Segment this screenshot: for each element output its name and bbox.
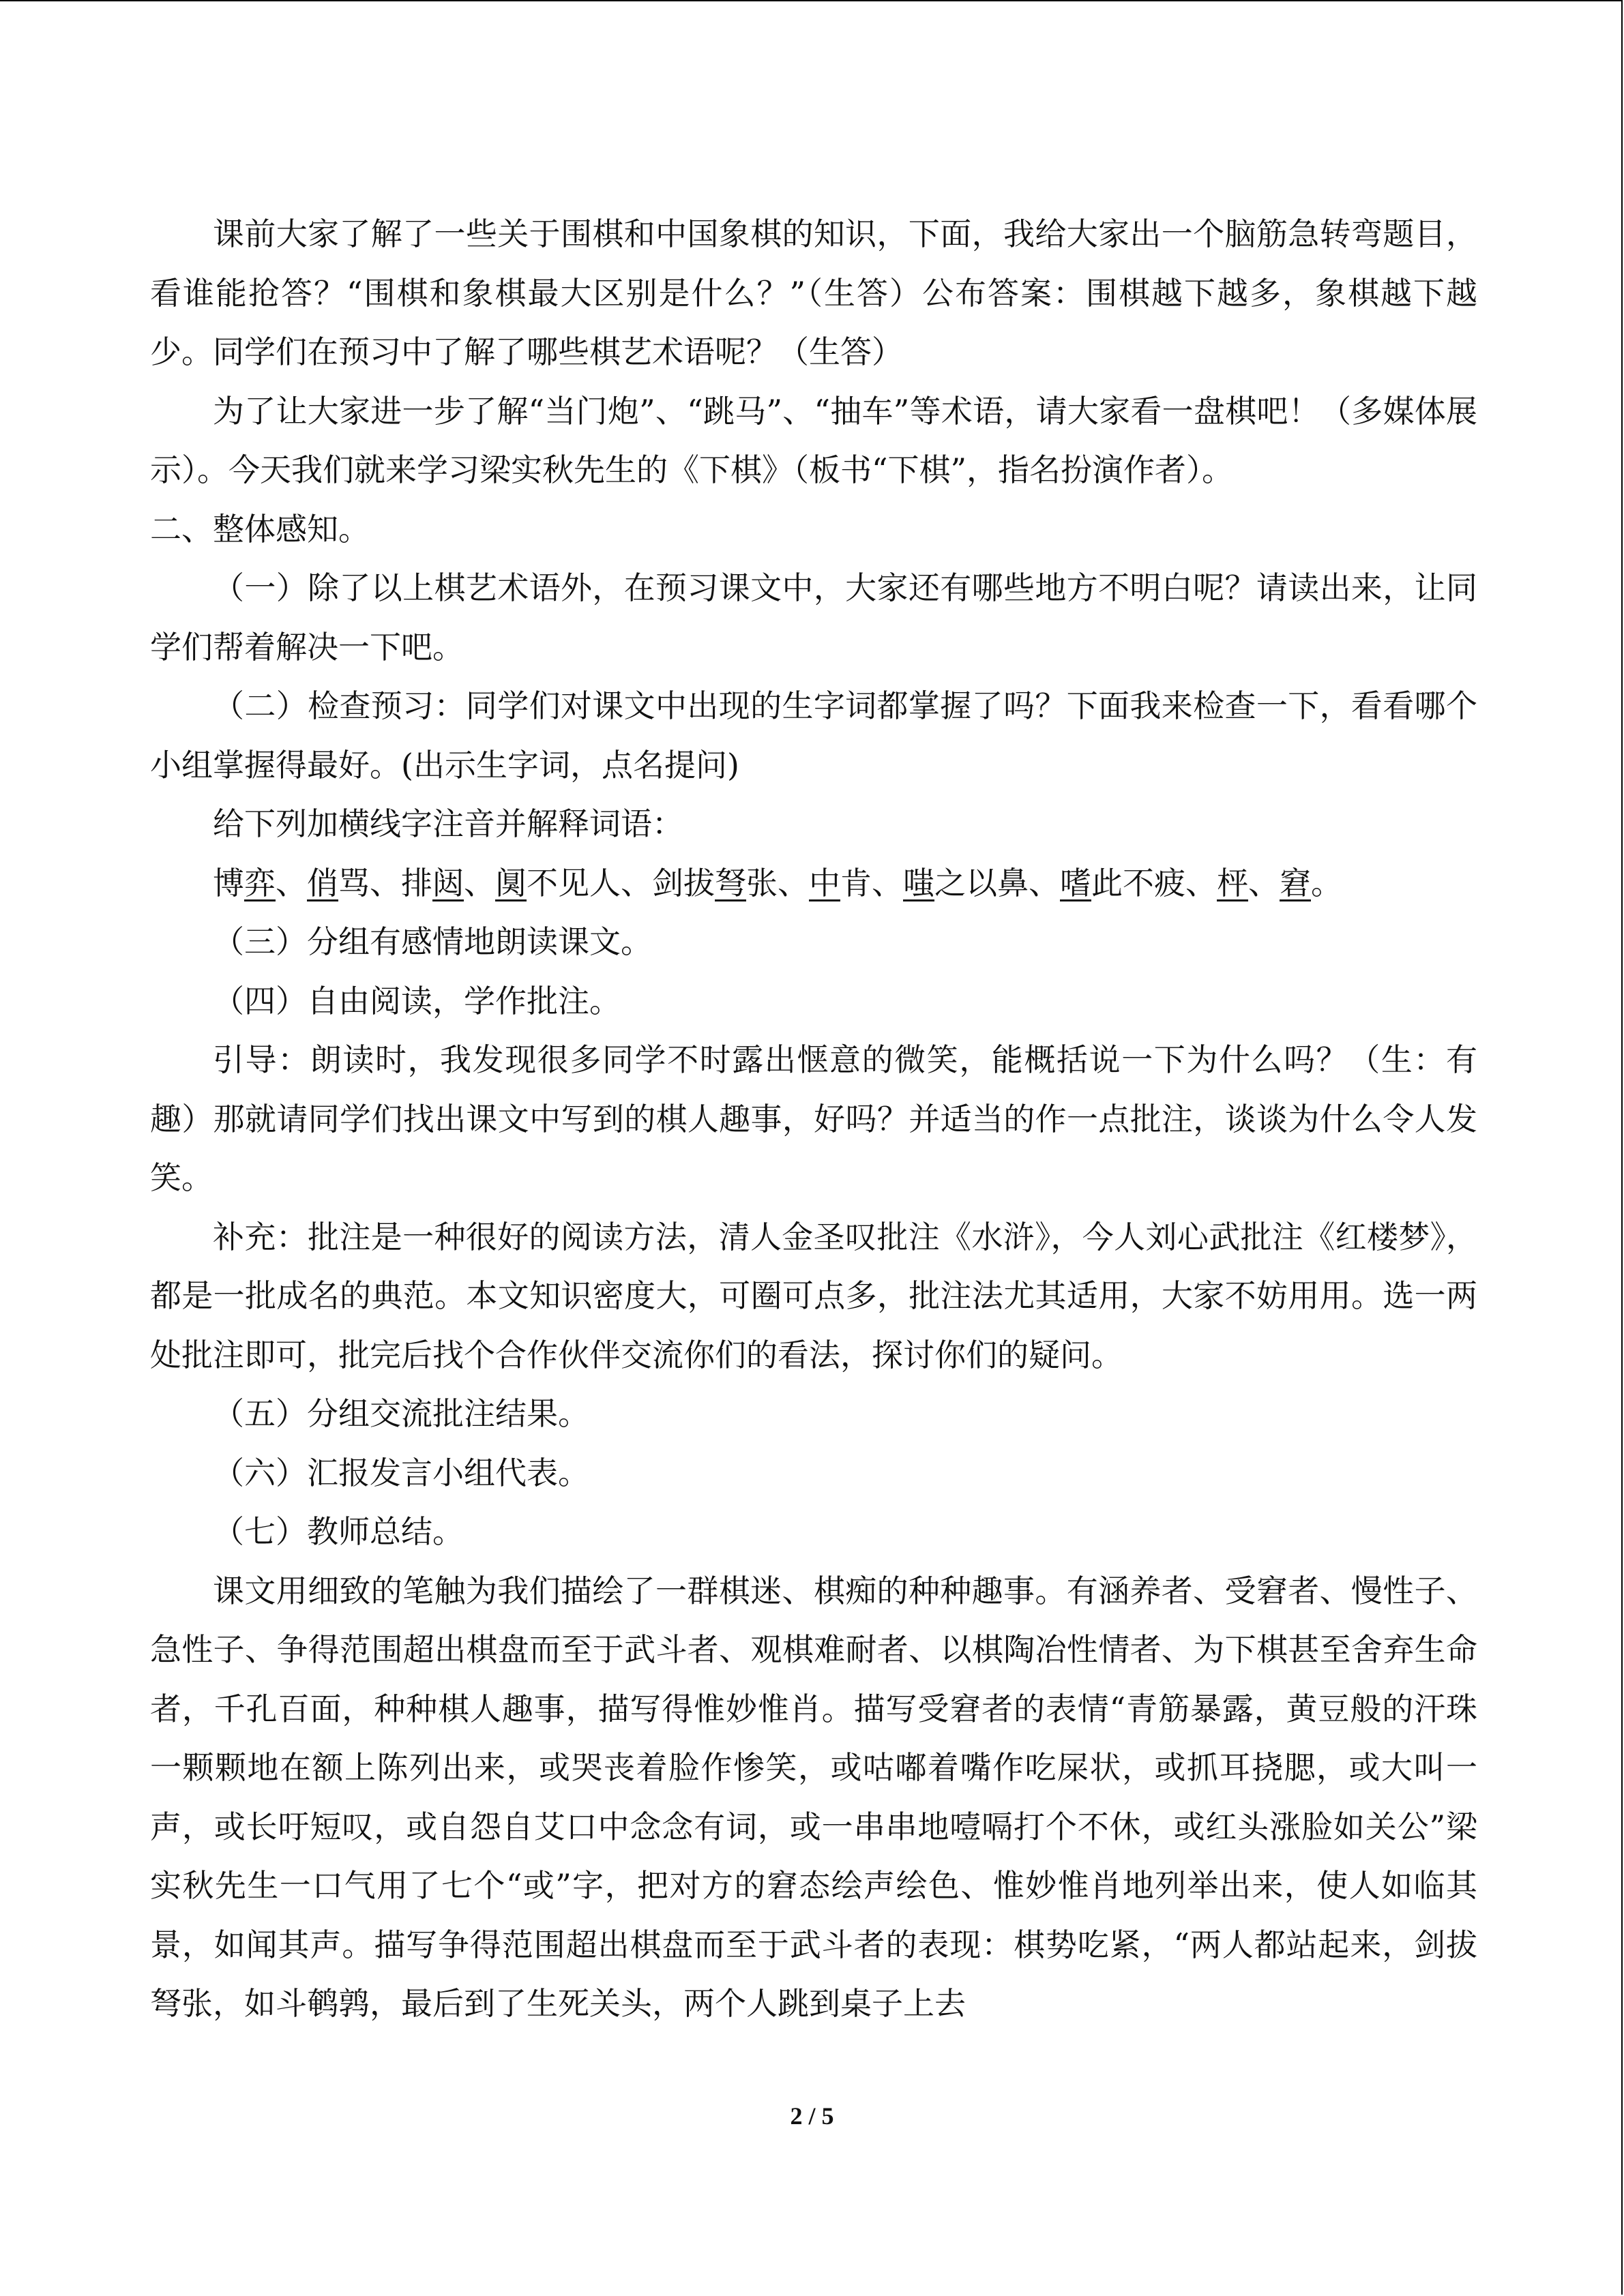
paragraph-terms: 为了让大家进一步了解“当门炮”、“跳马”、“抽车”等术语，请大家看一盘棋吧！（多媒体展示）。今天我们就来学习梁实秋先生的《下棋》（板书“下棋”，指名扮演作者）。 <box>150 392 1477 488</box>
paragraph-summary: 课文用细致的笔触为我们描绘了一群棋迷、棋痴的种种趣事。有涵养者、受窘者、慢性子、急性子、争得范围超出棋盘而至于武斗者、观棋难耐者、以棋陶冶性情者、为下棋甚至舍弃生命者，千孔百面，种种棋人趣事，描写得惟妙惟肖。描写受窘者的表情“青筋暴露，黄豆般的汗珠一颗颗地在额上陈列出来，或哭丧着脸作惨笑，或咕嘟着嘴作吃屎状，或抓耳挠腮，或大叫一声，或长吁短叹，或自怨自艾口中念念有词，或一串串地噎嗝打个不休，或红头涨脸如关公”梁实秋先生一口气用了七个“或”字，把对方的窘态绘声绘色、惟妙惟肖地列举出来，使人如临其景，如闻其声。描写争得范围超出棋盘而至于武斗者的表现：棋势吃紧，“两人都站起来，剑拔弩张，如斗鹌鹑，最后到了生死关头，两个人跳到桌子上去 <box>150 1572 1477 2022</box>
vocab-text: 排 <box>401 864 432 901</box>
vocab-text: 之以鼻 <box>934 864 1029 901</box>
paragraph-step-3: （三）分组有感情地朗读课文。 <box>213 923 652 960</box>
vocab-underlined-char: 枰 <box>1217 864 1248 901</box>
page-number: 2 / 5 <box>790 2102 834 2130</box>
vocab-end: 。 <box>1311 864 1342 901</box>
vocab-underlined-char: 弩 <box>715 864 746 901</box>
vocab-separator: 、 <box>464 864 495 901</box>
vocab-list <box>150 854 1477 913</box>
vocab-underlined-char: 弈 <box>244 864 276 901</box>
vocab-separator: 、 <box>276 864 307 901</box>
vocab-text: 剑拔 <box>652 864 715 901</box>
vocab-separator: 、 <box>872 864 903 901</box>
paragraph-step-7: （七）教师总结。 <box>213 1513 464 1550</box>
vocab-underlined-char: 中 <box>809 864 840 901</box>
paragraph-step-5: （五）分组交流批注结果。 <box>213 1395 589 1432</box>
vocab-separator: 、 <box>370 864 401 901</box>
vocab-separator: 、 <box>1248 864 1280 901</box>
vocab-underlined-char: 窘 <box>1280 864 1311 901</box>
vocab-text: 不见人 <box>527 864 621 901</box>
paragraph-intro: 课前大家了解了一些关于围棋和中国象棋的知识，下面，我给大家出一个脑筋急转弯题目，看谁能抢答？“围棋和象棋最大区别是什么？”（生答）公布答案：围棋越下越多，象棋越下越少。同学们在预习中了解了哪些棋艺术语呢？（生答） <box>150 215 1477 370</box>
section-heading-overall: 二、整体感知。 <box>150 510 370 548</box>
paragraph-step-1: （一）除了以上棋艺术语外，在预习课文中，大家还有哪些地方不明白呢？请读出来，让同学们帮着解决一下吧。 <box>150 569 1477 666</box>
document-body <box>150 205 1477 2033</box>
vocab-text: 此不疲 <box>1091 864 1185 901</box>
vocab-underlined-char: 嗤 <box>903 864 934 901</box>
vocab-text: 肯 <box>840 864 872 901</box>
vocab-underlined-char: 俏 <box>307 864 338 901</box>
vocab-separator: 、 <box>1185 864 1217 901</box>
paragraph-guidance: 引导：朗读时，我发现很多同学不时露出惬意的微笑，能概括说一下为什么吗？（生：有趣）那就请同学们找出课文中写到的棋人趣事，好吗？并适当的作一点批注，谈谈为什么令人发笑。 <box>150 1041 1477 1196</box>
paragraph-step-4: （四）自由阅读，学作批注。 <box>213 982 621 1019</box>
vocab-separator: 、 <box>1029 864 1060 901</box>
paragraph-vocab-instruction: 给下列加横线字注音并解释词语： <box>213 805 683 842</box>
vocab-underlined-char: 闼 <box>432 864 464 901</box>
vocab-underlined-char: 阒 <box>495 864 527 901</box>
paragraph-supplement: 补充：批注是一种很好的阅读方法，清人金圣叹批注《水浒》，今人刘心武批注《红楼梦》，都是一批成名的典范。本文知识密度大，可圈可点多，批注法尤其适用，大家不妨用用。选一两处批注即可，批完后找个合作伙伴交流你们的看法，探讨你们的疑问。 <box>150 1218 1477 1373</box>
vocab-text: 博 <box>213 864 244 901</box>
vocab-separator: 、 <box>621 864 652 901</box>
paragraph-step-6: （六）汇报发言小组代表。 <box>213 1454 589 1491</box>
vocab-text: 骂 <box>338 864 370 901</box>
vocab-underlined-char: 嗜 <box>1060 864 1091 901</box>
vocab-separator: 、 <box>778 864 809 901</box>
vocab-text: 张 <box>746 864 778 901</box>
paragraph-step-2: （二）检查预习：同学们对课文中出现的生字词都掌握了吗？下面我来检查一下，看看哪个小组掌握得最好。(出示生字词，点名提问) <box>150 687 1477 784</box>
